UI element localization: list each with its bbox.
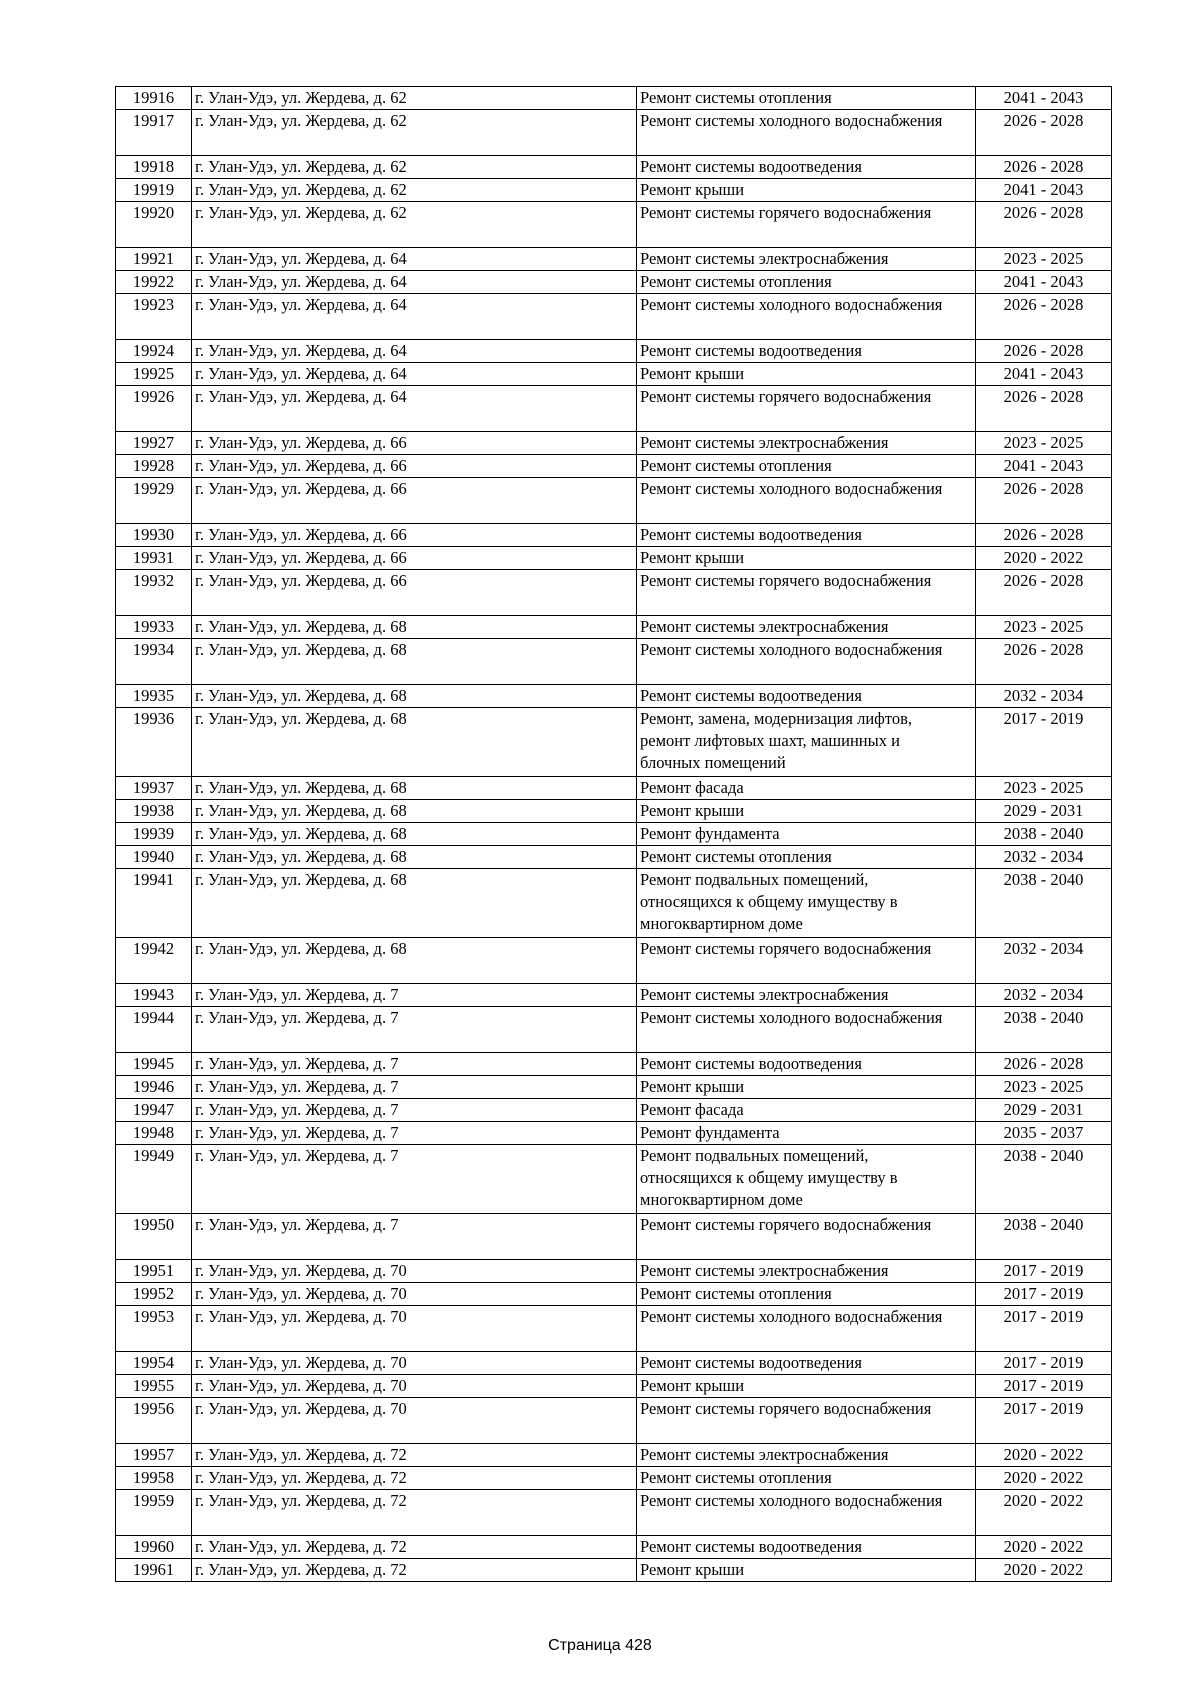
address-cell: г. Улан-Удэ, ул. Жердева, д. 70: [192, 1306, 637, 1352]
work-type-cell: Ремонт крыши: [637, 363, 976, 386]
work-type-cell: Ремонт системы отопления: [637, 1283, 976, 1306]
address-cell: г. Улан-Удэ, ул. Жердева, д. 68: [192, 777, 637, 800]
period-cell: 2020 - 2022: [976, 1444, 1112, 1467]
table-row: [116, 1536, 1112, 1559]
row-number-cell: 19934: [116, 639, 192, 685]
table-row: [116, 1260, 1112, 1283]
table-row: [116, 1398, 1112, 1444]
work-type-cell: Ремонт системы холодного водоснабжения: [637, 478, 976, 524]
table-row: [116, 777, 1112, 800]
work-type-cell: Ремонт системы горячего водоснабжения: [637, 1398, 976, 1444]
work-type-cell: Ремонт системы водоотведения: [637, 1352, 976, 1375]
period-cell: 2032 - 2034: [976, 846, 1112, 869]
period-cell: 2032 - 2034: [976, 685, 1112, 708]
period-cell: 2017 - 2019: [976, 1375, 1112, 1398]
row-number-cell: 19945: [116, 1053, 192, 1076]
period-cell: 2038 - 2040: [976, 1214, 1112, 1260]
row-number-cell: 19921: [116, 248, 192, 271]
work-type-cell: Ремонт, замена, модернизация лифтов, ремонт лифтовых шахт, машинных и блочных помещений: [637, 708, 976, 777]
row-number-cell: 19941: [116, 869, 192, 938]
work-type-cell: Ремонт подвальных помещений, относящихся к общему имуществу в многоквартирном доме: [637, 1145, 976, 1214]
work-type-cell: Ремонт системы электроснабжения: [637, 616, 976, 639]
address-cell: г. Улан-Удэ, ул. Жердева, д. 64: [192, 294, 637, 340]
period-cell: 2026 - 2028: [976, 294, 1112, 340]
period-cell: 2017 - 2019: [976, 1398, 1112, 1444]
address-cell: г. Улан-Удэ, ул. Жердева, д. 7: [192, 1099, 637, 1122]
table-row: [116, 1053, 1112, 1076]
table-row: [116, 846, 1112, 869]
table-row: [116, 1076, 1112, 1099]
period-cell: 2026 - 2028: [976, 156, 1112, 179]
period-cell: 2023 - 2025: [976, 1076, 1112, 1099]
period-cell: 2041 - 2043: [976, 271, 1112, 294]
work-type-cell: Ремонт крыши: [637, 1375, 976, 1398]
work-type-cell: Ремонт системы электроснабжения: [637, 1260, 976, 1283]
address-cell: г. Улан-Удэ, ул. Жердева, д. 70: [192, 1398, 637, 1444]
table-row: [116, 432, 1112, 455]
row-number-cell: 19931: [116, 547, 192, 570]
table-row: [116, 340, 1112, 363]
row-number-cell: 19954: [116, 1352, 192, 1375]
table-row: [116, 455, 1112, 478]
period-cell: 2026 - 2028: [976, 1053, 1112, 1076]
address-cell: г. Улан-Удэ, ул. Жердева, д. 72: [192, 1490, 637, 1536]
work-type-cell: Ремонт системы водоотведения: [637, 340, 976, 363]
address-cell: г. Улан-Удэ, ул. Жердева, д. 70: [192, 1375, 637, 1398]
row-number-cell: 19926: [116, 386, 192, 432]
address-cell: г. Улан-Удэ, ул. Жердева, д. 66: [192, 570, 637, 616]
period-cell: 2038 - 2040: [976, 1007, 1112, 1053]
address-cell: г. Улан-Удэ, ул. Жердева, д. 68: [192, 938, 637, 984]
period-cell: 2026 - 2028: [976, 478, 1112, 524]
address-cell: г. Улан-Удэ, ул. Жердева, д. 66: [192, 455, 637, 478]
table-row: [116, 1007, 1112, 1053]
table-row: [116, 685, 1112, 708]
period-cell: 2041 - 2043: [976, 455, 1112, 478]
period-cell: 2035 - 2037: [976, 1122, 1112, 1145]
work-type-cell: Ремонт системы холодного водоснабжения: [637, 1306, 976, 1352]
table-row: [116, 248, 1112, 271]
row-number-cell: 19916: [116, 87, 192, 110]
row-number-cell: 19948: [116, 1122, 192, 1145]
row-number-cell: 19930: [116, 524, 192, 547]
period-cell: 2020 - 2022: [976, 547, 1112, 570]
table-row: [116, 1490, 1112, 1536]
row-number-cell: 19949: [116, 1145, 192, 1214]
work-type-cell: Ремонт системы холодного водоснабжения: [637, 639, 976, 685]
address-cell: г. Улан-Удэ, ул. Жердева, д. 64: [192, 340, 637, 363]
address-cell: г. Улан-Удэ, ул. Жердева, д. 7: [192, 1145, 637, 1214]
row-number-cell: 19938: [116, 800, 192, 823]
period-cell: 2029 - 2031: [976, 1099, 1112, 1122]
work-type-cell: Ремонт системы отопления: [637, 271, 976, 294]
address-cell: г. Улан-Удэ, ул. Жердева, д. 70: [192, 1352, 637, 1375]
table-row: [116, 616, 1112, 639]
address-cell: г. Улан-Удэ, ул. Жердева, д. 68: [192, 823, 637, 846]
table-body: [116, 87, 1112, 1582]
table-row: [116, 1444, 1112, 1467]
row-number-cell: 19960: [116, 1536, 192, 1559]
row-number-cell: 19950: [116, 1214, 192, 1260]
work-type-cell: Ремонт системы горячего водоснабжения: [637, 938, 976, 984]
work-type-cell: Ремонт крыши: [637, 179, 976, 202]
row-number-cell: 19917: [116, 110, 192, 156]
table-row: [116, 1352, 1112, 1375]
row-number-cell: 19952: [116, 1283, 192, 1306]
work-type-cell: Ремонт системы водоотведения: [637, 524, 976, 547]
table-row: [116, 823, 1112, 846]
period-cell: 2038 - 2040: [976, 823, 1112, 846]
address-cell: г. Улан-Удэ, ул. Жердева, д. 7: [192, 1007, 637, 1053]
address-cell: г. Улан-Удэ, ул. Жердева, д. 72: [192, 1444, 637, 1467]
period-cell: 2020 - 2022: [976, 1490, 1112, 1536]
work-type-cell: Ремонт системы горячего водоснабжения: [637, 570, 976, 616]
table-row: [116, 386, 1112, 432]
address-cell: г. Улан-Удэ, ул. Жердева, д. 68: [192, 800, 637, 823]
address-cell: г. Улан-Удэ, ул. Жердева, д. 62: [192, 202, 637, 248]
table-row: [116, 363, 1112, 386]
row-number-cell: 19956: [116, 1398, 192, 1444]
period-cell: 2038 - 2040: [976, 869, 1112, 938]
row-number-cell: 19955: [116, 1375, 192, 1398]
period-cell: 2017 - 2019: [976, 1352, 1112, 1375]
period-cell: 2026 - 2028: [976, 386, 1112, 432]
period-cell: 2026 - 2028: [976, 524, 1112, 547]
address-cell: г. Улан-Удэ, ул. Жердева, д. 7: [192, 1076, 637, 1099]
address-cell: г. Улан-Удэ, ул. Жердева, д. 70: [192, 1260, 637, 1283]
table-row: [116, 156, 1112, 179]
row-number-cell: 19929: [116, 478, 192, 524]
period-cell: 2023 - 2025: [976, 616, 1112, 639]
period-cell: 2032 - 2034: [976, 938, 1112, 984]
period-cell: 2020 - 2022: [976, 1559, 1112, 1582]
work-type-cell: Ремонт крыши: [637, 1559, 976, 1582]
row-number-cell: 19942: [116, 938, 192, 984]
row-number-cell: 19920: [116, 202, 192, 248]
work-type-cell: Ремонт крыши: [637, 1076, 976, 1099]
row-number-cell: 19919: [116, 179, 192, 202]
row-number-cell: 19959: [116, 1490, 192, 1536]
work-type-cell: Ремонт подвальных помещений, относящихся к общему имуществу в многоквартирном доме: [637, 869, 976, 938]
work-type-cell: Ремонт системы электроснабжения: [637, 1444, 976, 1467]
table-row: [116, 708, 1112, 777]
work-type-cell: Ремонт системы холодного водоснабжения: [637, 110, 976, 156]
work-type-cell: Ремонт системы водоотведения: [637, 1053, 976, 1076]
period-cell: 2026 - 2028: [976, 202, 1112, 248]
period-cell: 2041 - 2043: [976, 363, 1112, 386]
address-cell: г. Улан-Удэ, ул. Жердева, д. 7: [192, 1214, 637, 1260]
table-row: [116, 1559, 1112, 1582]
row-number-cell: 19944: [116, 1007, 192, 1053]
table-row: [116, 547, 1112, 570]
table-row: [116, 179, 1112, 202]
table-row: [116, 1122, 1112, 1145]
repair-schedule-table: [115, 86, 1112, 1582]
row-number-cell: 19936: [116, 708, 192, 777]
work-type-cell: Ремонт системы электроснабжения: [637, 984, 976, 1007]
row-number-cell: 19946: [116, 1076, 192, 1099]
row-number-cell: 19947: [116, 1099, 192, 1122]
address-cell: г. Улан-Удэ, ул. Жердева, д. 62: [192, 110, 637, 156]
page-number: Страница 428: [548, 1637, 652, 1654]
table-row: [116, 570, 1112, 616]
period-cell: 2026 - 2028: [976, 110, 1112, 156]
table-row: [116, 984, 1112, 1007]
row-number-cell: 19957: [116, 1444, 192, 1467]
period-cell: 2038 - 2040: [976, 1145, 1112, 1214]
work-type-cell: Ремонт системы холодного водоснабжения: [637, 1007, 976, 1053]
period-cell: 2026 - 2028: [976, 340, 1112, 363]
row-number-cell: 19958: [116, 1467, 192, 1490]
row-number-cell: 19928: [116, 455, 192, 478]
address-cell: г. Улан-Удэ, ул. Жердева, д. 68: [192, 708, 637, 777]
period-cell: 2023 - 2025: [976, 248, 1112, 271]
work-type-cell: Ремонт крыши: [637, 547, 976, 570]
work-type-cell: Ремонт фасада: [637, 777, 976, 800]
work-type-cell: Ремонт системы горячего водоснабжения: [637, 1214, 976, 1260]
table-row: [116, 1099, 1112, 1122]
period-cell: 2029 - 2031: [976, 800, 1112, 823]
work-type-cell: Ремонт системы отопления: [637, 1467, 976, 1490]
table-row: [116, 1375, 1112, 1398]
address-cell: г. Улан-Удэ, ул. Жердева, д. 64: [192, 386, 637, 432]
address-cell: г. Улан-Удэ, ул. Жердева, д. 72: [192, 1467, 637, 1490]
address-cell: г. Улан-Удэ, ул. Жердева, д. 70: [192, 1283, 637, 1306]
table-row: [116, 478, 1112, 524]
table-row: [116, 1306, 1112, 1352]
table-row: [116, 1467, 1112, 1490]
row-number-cell: 19927: [116, 432, 192, 455]
address-cell: г. Улан-Удэ, ул. Жердева, д. 62: [192, 179, 637, 202]
row-number-cell: 19951: [116, 1260, 192, 1283]
address-cell: г. Улан-Удэ, ул. Жердева, д. 64: [192, 248, 637, 271]
work-type-cell: Ремонт системы холодного водоснабжения: [637, 1490, 976, 1536]
work-type-cell: Ремонт системы холодного водоснабжения: [637, 294, 976, 340]
address-cell: г. Улан-Удэ, ул. Жердева, д. 7: [192, 1053, 637, 1076]
address-cell: г. Улан-Удэ, ул. Жердева, д. 68: [192, 616, 637, 639]
table-row: [116, 110, 1112, 156]
address-cell: г. Улан-Удэ, ул. Жердева, д. 64: [192, 271, 637, 294]
address-cell: г. Улан-Удэ, ул. Жердева, д. 68: [192, 685, 637, 708]
address-cell: г. Улан-Удэ, ул. Жердева, д. 68: [192, 639, 637, 685]
row-number-cell: 19924: [116, 340, 192, 363]
period-cell: 2032 - 2034: [976, 984, 1112, 1007]
period-cell: 2026 - 2028: [976, 639, 1112, 685]
period-cell: 2026 - 2028: [976, 570, 1112, 616]
work-type-cell: Ремонт системы горячего водоснабжения: [637, 202, 976, 248]
table-row: [116, 202, 1112, 248]
row-number-cell: 19932: [116, 570, 192, 616]
table-row: [116, 271, 1112, 294]
address-cell: г. Улан-Удэ, ул. Жердева, д. 62: [192, 156, 637, 179]
address-cell: г. Улан-Удэ, ул. Жердева, д. 62: [192, 87, 637, 110]
work-type-cell: Ремонт системы водоотведения: [637, 156, 976, 179]
table-row: [116, 1214, 1112, 1260]
period-cell: 2020 - 2022: [976, 1536, 1112, 1559]
work-type-cell: Ремонт системы электроснабжения: [637, 248, 976, 271]
row-number-cell: 19923: [116, 294, 192, 340]
period-cell: 2020 - 2022: [976, 1467, 1112, 1490]
work-type-cell: Ремонт фундамента: [637, 1122, 976, 1145]
period-cell: 2041 - 2043: [976, 87, 1112, 110]
row-number-cell: 19953: [116, 1306, 192, 1352]
row-number-cell: 19933: [116, 616, 192, 639]
row-number-cell: 19918: [116, 156, 192, 179]
address-cell: г. Улан-Удэ, ул. Жердева, д. 66: [192, 524, 637, 547]
address-cell: г. Улан-Удэ, ул. Жердева, д. 68: [192, 869, 637, 938]
row-number-cell: 19925: [116, 363, 192, 386]
row-number-cell: 19943: [116, 984, 192, 1007]
work-type-cell: Ремонт системы отопления: [637, 455, 976, 478]
address-cell: г. Улан-Удэ, ул. Жердева, д. 66: [192, 547, 637, 570]
address-cell: г. Улан-Удэ, ул. Жердева, д. 68: [192, 846, 637, 869]
work-type-cell: Ремонт системы отопления: [637, 846, 976, 869]
table-row: [116, 294, 1112, 340]
row-number-cell: 19935: [116, 685, 192, 708]
work-type-cell: Ремонт системы электроснабжения: [637, 432, 976, 455]
period-cell: 2023 - 2025: [976, 432, 1112, 455]
address-cell: г. Улан-Удэ, ул. Жердева, д. 66: [192, 478, 637, 524]
work-type-cell: Ремонт системы горячего водоснабжения: [637, 386, 976, 432]
row-number-cell: 19937: [116, 777, 192, 800]
address-cell: г. Улан-Удэ, ул. Жердева, д. 64: [192, 363, 637, 386]
period-cell: 2041 - 2043: [976, 179, 1112, 202]
address-cell: г. Улан-Удэ, ул. Жердева, д. 72: [192, 1536, 637, 1559]
work-type-cell: Ремонт системы водоотведения: [637, 685, 976, 708]
table-row: [116, 639, 1112, 685]
table-row: [116, 800, 1112, 823]
work-type-cell: Ремонт фундамента: [637, 823, 976, 846]
period-cell: 2023 - 2025: [976, 777, 1112, 800]
period-cell: 2017 - 2019: [976, 1306, 1112, 1352]
address-cell: г. Улан-Удэ, ул. Жердева, д. 7: [192, 1122, 637, 1145]
address-cell: г. Улан-Удэ, ул. Жердева, д. 66: [192, 432, 637, 455]
row-number-cell: 19922: [116, 271, 192, 294]
table-row: [116, 524, 1112, 547]
work-type-cell: Ремонт системы отопления: [637, 87, 976, 110]
work-type-cell: Ремонт системы водоотведения: [637, 1536, 976, 1559]
period-cell: 2017 - 2019: [976, 1283, 1112, 1306]
address-cell: г. Улан-Удэ, ул. Жердева, д. 72: [192, 1559, 637, 1582]
work-type-cell: Ремонт крыши: [637, 800, 976, 823]
table-row: [116, 869, 1112, 938]
table-row: [116, 1145, 1112, 1214]
row-number-cell: 19961: [116, 1559, 192, 1582]
table-row: [116, 938, 1112, 984]
period-cell: 2017 - 2019: [976, 1260, 1112, 1283]
period-cell: 2017 - 2019: [976, 708, 1112, 777]
work-type-cell: Ремонт фасада: [637, 1099, 976, 1122]
table-row: [116, 1283, 1112, 1306]
table-row: [116, 87, 1112, 110]
address-cell: г. Улан-Удэ, ул. Жердева, д. 7: [192, 984, 637, 1007]
row-number-cell: 19940: [116, 846, 192, 869]
row-number-cell: 19939: [116, 823, 192, 846]
